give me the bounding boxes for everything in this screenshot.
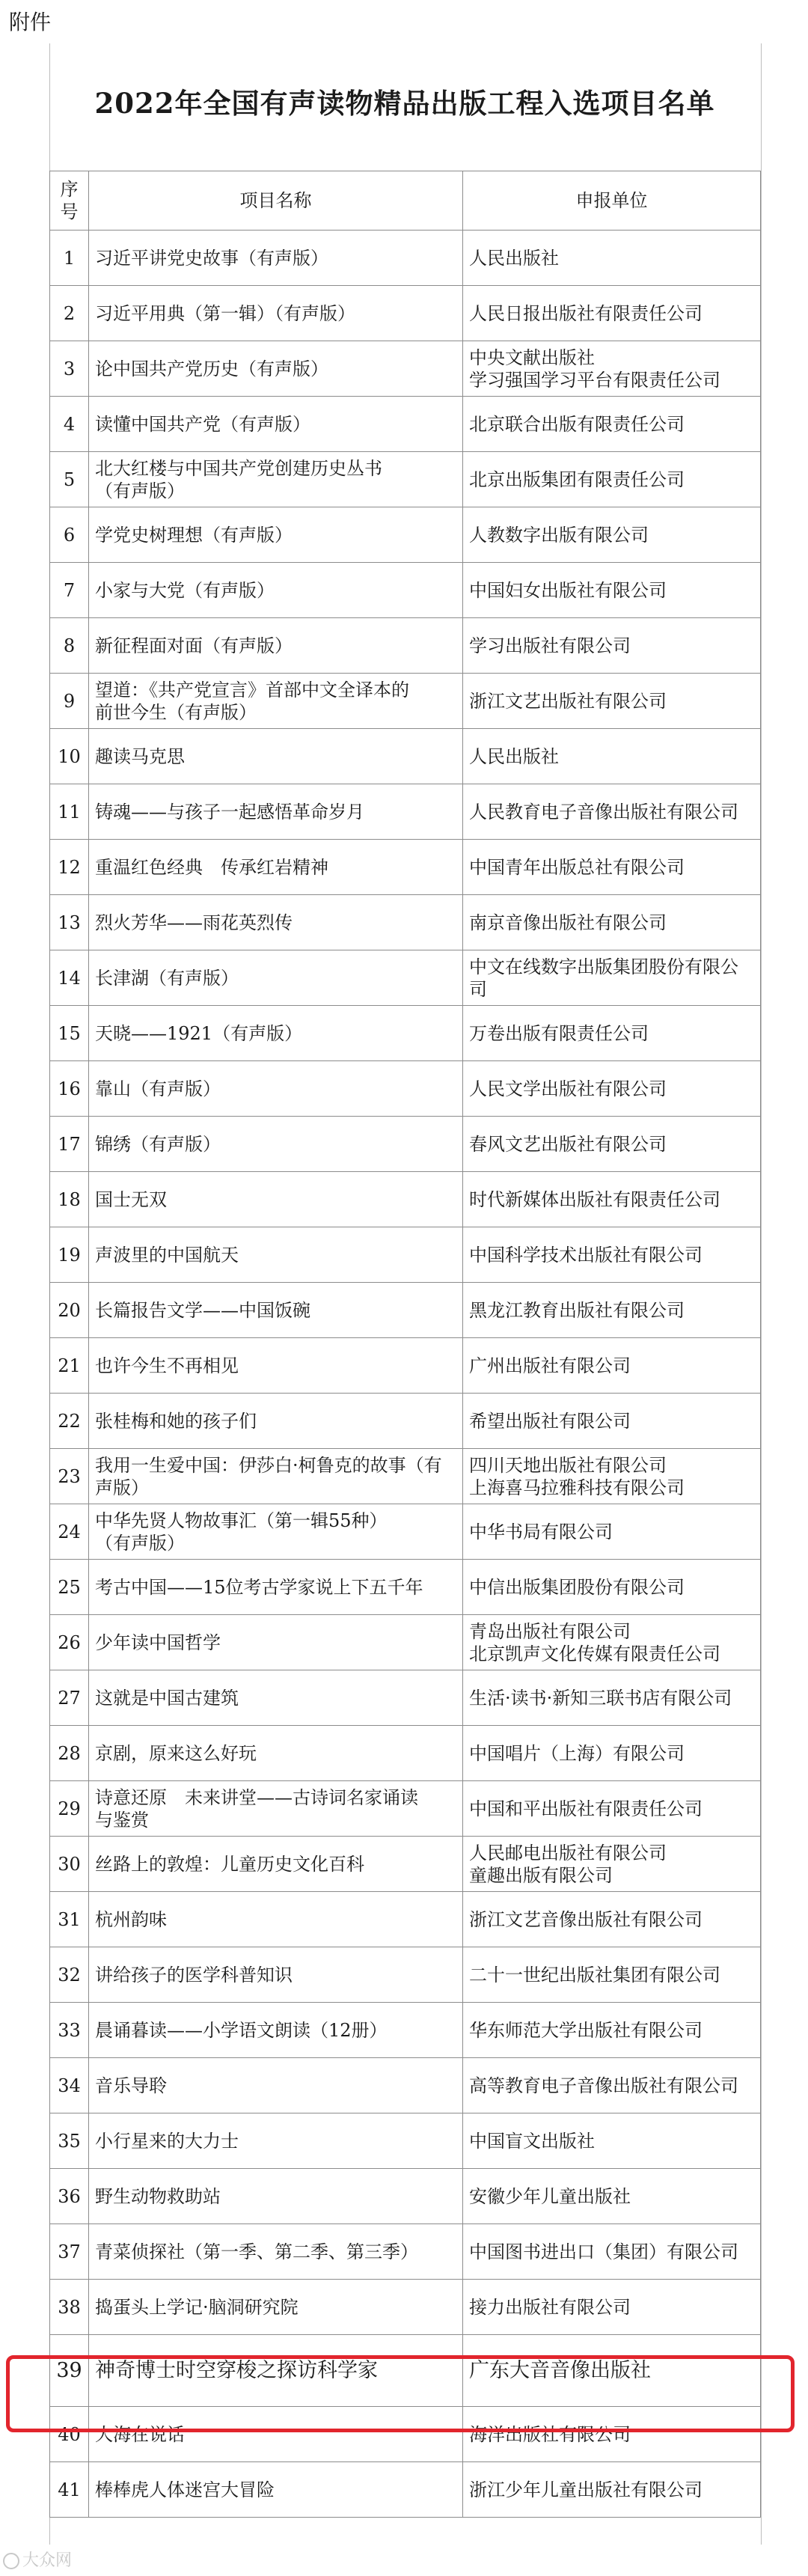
row-number: 36	[50, 2169, 89, 2224]
publisher-name: 南京音像出版社有限公司	[463, 895, 761, 950]
publisher-name: 广州出版社有限公司	[463, 1338, 761, 1394]
table-row	[50, 1117, 761, 1172]
header-project: 项目名称	[89, 171, 463, 231]
attachment-label: 附件	[9, 10, 52, 34]
publisher-name: 学习出版社有限公司	[463, 618, 761, 674]
row-number: 34	[50, 2058, 89, 2113]
publisher-name: 浙江文艺音像出版社有限公司	[463, 1892, 761, 1947]
project-name: 野生动物救助站	[89, 2169, 463, 2224]
table-row	[50, 1006, 761, 1061]
publisher-name: 人教数字出版有限公司	[463, 507, 761, 563]
watermark	[3, 2548, 72, 2571]
project-name: 杭州韵味	[89, 1892, 463, 1947]
publisher-name: 人民日报出版社有限责任公司	[463, 286, 761, 341]
project-name: 捣蛋头上学记·脑洞研究院	[89, 2280, 463, 2335]
publisher-name: 人民出版社	[463, 231, 761, 286]
table-row	[50, 2462, 761, 2518]
row-number: 4	[50, 397, 89, 452]
table-row	[50, 286, 761, 341]
project-name: 棒棒虎人体迷宫大冒险	[89, 2462, 463, 2518]
table-row	[50, 452, 761, 507]
project-name: 神奇博士时空穿梭之探访科学家	[89, 2335, 463, 2407]
publisher-name: 人民邮电出版社有限公司 童趣出版有限公司	[463, 1837, 761, 1892]
publisher-name: 时代新媒体出版社有限责任公司	[463, 1172, 761, 1227]
row-number: 32	[50, 1947, 89, 2003]
publisher-name: 接力出版社有限公司	[463, 2280, 761, 2335]
project-name: 大海在说话	[89, 2407, 463, 2462]
table-row	[50, 1449, 761, 1504]
table-row	[50, 2169, 761, 2224]
project-name: 张桂梅和她的孩子们	[89, 1394, 463, 1449]
publisher-name: 生活·读书·新知三联书店有限公司	[463, 1670, 761, 1726]
row-number: 1	[50, 231, 89, 286]
row-number: 17	[50, 1117, 89, 1172]
project-name: 论中国共产党历史（有声版）	[89, 341, 463, 397]
table-row	[50, 2113, 761, 2169]
table-row	[50, 895, 761, 950]
row-number: 24	[50, 1504, 89, 1560]
row-number: 39	[50, 2335, 89, 2407]
row-number: 6	[50, 507, 89, 563]
table-row	[50, 1172, 761, 1227]
project-name: 长津湖（有声版）	[89, 950, 463, 1006]
row-number: 8	[50, 618, 89, 674]
publisher-name: 万卷出版有限责任公司	[463, 1006, 761, 1061]
project-name: 京剧，原来这么好玩	[89, 1726, 463, 1781]
row-number: 22	[50, 1394, 89, 1449]
watermark-logo-icon	[3, 2553, 19, 2569]
project-name: 新征程面对面（有声版）	[89, 618, 463, 674]
project-name: 望道：《共产党宣言》首部中文全译本的 前世今生（有声版）	[89, 674, 463, 729]
row-number: 33	[50, 2003, 89, 2058]
publisher-name: 中国盲文出版社	[463, 2113, 761, 2169]
project-name: 青菜侦探社（第一季、第二季、第三季）	[89, 2224, 463, 2280]
publisher-name: 中国和平出版社有限责任公司	[463, 1781, 761, 1837]
project-name: 长篇报告文学——中国饭碗	[89, 1283, 463, 1338]
row-number: 3	[50, 341, 89, 397]
table-row	[50, 618, 761, 674]
publisher-name: 中国图书进出口（集团）有限公司	[463, 2224, 761, 2280]
publisher-name: 浙江文艺出版社有限公司	[463, 674, 761, 729]
table-row	[50, 729, 761, 784]
project-name: 小家与大党（有声版）	[89, 563, 463, 618]
table-row	[50, 1227, 761, 1283]
row-number: 14	[50, 950, 89, 1006]
row-number: 10	[50, 729, 89, 784]
table-row	[50, 1837, 761, 1892]
project-name: 也许今生不再相见	[89, 1338, 463, 1394]
table-row	[50, 1670, 761, 1726]
row-number: 15	[50, 1006, 89, 1061]
project-name: 铸魂——与孩子一起感悟革命岁月	[89, 784, 463, 840]
row-number: 16	[50, 1061, 89, 1117]
table-row	[50, 1781, 761, 1837]
publisher-name: 希望出版社有限公司	[463, 1394, 761, 1449]
publisher-name: 中信出版集团股份有限公司	[463, 1560, 761, 1615]
table-row	[50, 1338, 761, 1394]
table-row	[50, 563, 761, 618]
publisher-name: 人民教育电子音像出版社有限公司	[463, 784, 761, 840]
project-name: 读懂中国共产党（有声版）	[89, 397, 463, 452]
project-name: 讲给孩子的医学科普知识	[89, 1947, 463, 2003]
publisher-name: 华东师范大学出版社有限公司	[463, 2003, 761, 2058]
table-row	[50, 1283, 761, 1338]
row-number: 11	[50, 784, 89, 840]
project-name: 天晓——1921（有声版）	[89, 1006, 463, 1061]
project-name: 烈火芳华——雨花英烈传	[89, 895, 463, 950]
project-name: 趣读马克思	[89, 729, 463, 784]
table-row	[50, 840, 761, 895]
row-number: 21	[50, 1338, 89, 1394]
table-row	[50, 1504, 761, 1560]
project-name: 考古中国——15位考古学家说上下五千年	[89, 1560, 463, 1615]
row-number: 38	[50, 2280, 89, 2335]
row-number: 31	[50, 1892, 89, 1947]
row-number: 29	[50, 1781, 89, 1837]
table-row	[50, 231, 761, 286]
publisher-name: 四川天地出版社有限公司 上海喜马拉雅科技有限公司	[463, 1449, 761, 1504]
table-row	[50, 1615, 761, 1670]
row-number: 19	[50, 1227, 89, 1283]
row-number: 41	[50, 2462, 89, 2518]
publisher-name: 黑龙江教育出版社有限公司	[463, 1283, 761, 1338]
table-row	[50, 674, 761, 729]
row-number: 27	[50, 1670, 89, 1726]
row-number: 13	[50, 895, 89, 950]
publisher-name: 中国妇女出版社有限公司	[463, 563, 761, 618]
publisher-name: 春风文艺出版社有限公司	[463, 1117, 761, 1172]
table-row	[50, 950, 761, 1006]
publisher-name: 人民出版社	[463, 729, 761, 784]
table-header-row	[50, 171, 761, 231]
table-row	[50, 1947, 761, 2003]
table-row	[50, 2280, 761, 2335]
publisher-name: 浙江少年儿童出版社有限公司	[463, 2462, 761, 2518]
publisher-name: 中华书局有限公司	[463, 1504, 761, 1560]
row-number: 26	[50, 1615, 89, 1670]
row-number: 5	[50, 452, 89, 507]
table-body	[50, 231, 761, 2518]
row-number: 37	[50, 2224, 89, 2280]
publisher-name: 中央文献出版社 学习强国学习平台有限责任公司	[463, 341, 761, 397]
row-number: 23	[50, 1449, 89, 1504]
table-row	[50, 2335, 761, 2407]
row-number: 20	[50, 1283, 89, 1338]
table-row	[50, 2058, 761, 2113]
header-num: 序号	[50, 171, 89, 231]
header-unit: 申报单位	[463, 171, 761, 231]
row-number: 40	[50, 2407, 89, 2462]
table-row	[50, 1560, 761, 1615]
publisher-name: 青岛出版社有限公司 北京凯声文化传媒有限责任公司	[463, 1615, 761, 1670]
project-name: 习近平用典（第一辑）（有声版）	[89, 286, 463, 341]
table-row	[50, 2224, 761, 2280]
row-number: 2	[50, 286, 89, 341]
row-number: 30	[50, 1837, 89, 1892]
document-title: 2022年全国有声读物精品出版工程入选项目名单	[94, 87, 715, 120]
watermark-text: 大众网	[22, 2551, 73, 2570]
project-name: 重温红色经典 传承红岩精神	[89, 840, 463, 895]
table-row	[50, 1892, 761, 1947]
publisher-name: 高等教育电子音像出版社有限公司	[463, 2058, 761, 2113]
table-row	[50, 1061, 761, 1117]
project-name: 靠山（有声版）	[89, 1061, 463, 1117]
table-row	[50, 2407, 761, 2462]
publisher-name: 中国唱片（上海）有限公司	[463, 1726, 761, 1781]
project-name: 小行星来的大力士	[89, 2113, 463, 2169]
project-name: 国士无双	[89, 1172, 463, 1227]
publisher-name: 中国青年出版总社有限公司	[463, 840, 761, 895]
row-number: 9	[50, 674, 89, 729]
table-row	[50, 397, 761, 452]
row-number: 28	[50, 1726, 89, 1781]
project-name: 丝路上的敦煌：儿童历史文化百科	[89, 1837, 463, 1892]
table-row	[50, 507, 761, 563]
publisher-name: 人民文学出版社有限公司	[463, 1061, 761, 1117]
project-name: 诗意还原 未来讲堂——古诗词名家诵读 与鉴赏	[89, 1781, 463, 1837]
project-name: 锦绣（有声版）	[89, 1117, 463, 1172]
project-name: 习近平讲党史故事（有声版）	[89, 231, 463, 286]
publisher-name: 安徽少年儿童出版社	[463, 2169, 761, 2224]
publisher-name: 北京出版集团有限责任公司	[463, 452, 761, 507]
project-name: 晨诵暮读——小学语文朗读（12册）	[89, 2003, 463, 2058]
table-row	[50, 341, 761, 397]
project-name: 少年读中国哲学	[89, 1615, 463, 1670]
project-name: 音乐导聆	[89, 2058, 463, 2113]
table-row	[50, 784, 761, 840]
publisher-name: 广东大音音像出版社	[463, 2335, 761, 2407]
publisher-name: 海洋出版社有限公司	[463, 2407, 761, 2462]
project-list-table	[49, 171, 761, 2518]
row-number: 18	[50, 1172, 89, 1227]
table-row	[50, 1394, 761, 1449]
row-number: 25	[50, 1560, 89, 1615]
row-number: 7	[50, 563, 89, 618]
project-name: 我用一生爱中国：伊莎白·柯鲁克的故事（有 声版）	[89, 1449, 463, 1504]
row-number: 35	[50, 2113, 89, 2169]
publisher-name: 中国科学技术出版社有限公司	[463, 1227, 761, 1283]
publisher-name: 二十一世纪出版社集团有限公司	[463, 1947, 761, 2003]
project-name: 这就是中国古建筑	[89, 1670, 463, 1726]
project-name: 北大红楼与中国共产党创建历史丛书 （有声版）	[89, 452, 463, 507]
project-name: 中华先贤人物故事汇（第一辑55种） （有声版）	[89, 1504, 463, 1560]
table-row	[50, 2003, 761, 2058]
project-name: 学党史树理想（有声版）	[89, 507, 463, 563]
project-name: 声波里的中国航天	[89, 1227, 463, 1283]
table-row	[50, 1726, 761, 1781]
row-number: 12	[50, 840, 89, 895]
publisher-name: 中文在线数字出版集团股份有限公司	[463, 950, 761, 1006]
publisher-name: 北京联合出版有限责任公司	[463, 397, 761, 452]
